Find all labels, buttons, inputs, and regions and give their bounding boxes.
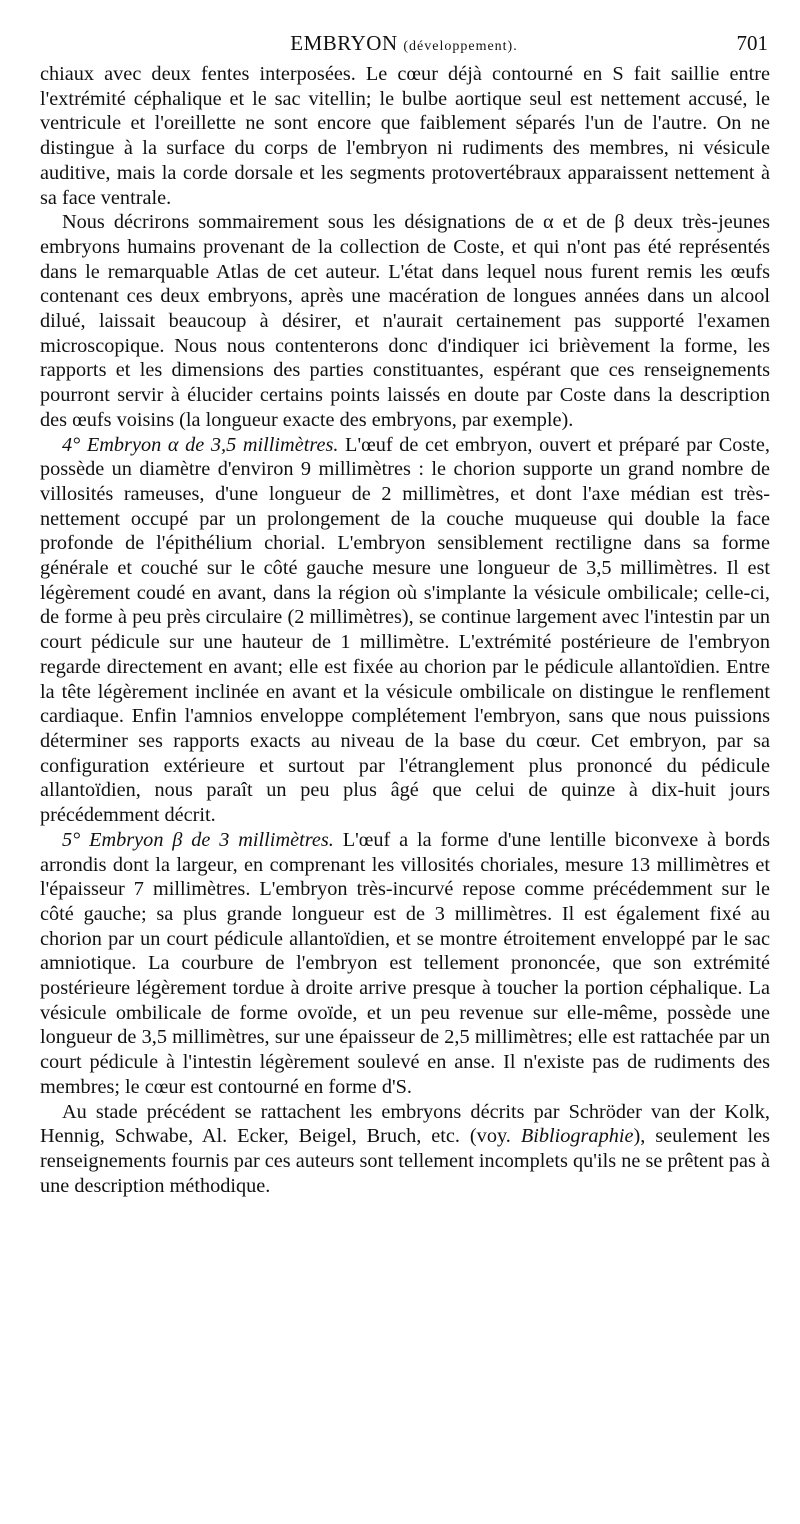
paragraph-embryo-alpha [40,433,770,828]
bibliography-reference: Bibliographie [520,1125,634,1148]
paragraph-text: chiaux avec deux fentes interposées. Le cœur déjà contourné en S fait saillie entre l'extrémité céphalique et le sac vitellin; le bulbe aortique seul est nettement accusé, le ventricule et l'oreillette ne sont encore que faiblement séparés l'un de l'autre. On ne distingue à la surface du corps de l'embryon ni rudiments des membres, ni vésicule auditive, mais la corde dorsale et les segments protovertébraux apparaissent nettement à sa face ventrale. [40,63,770,209]
section-heading-embryo-beta: 5° Embryon β de 3 millimètres. [62,828,334,851]
paragraph-text: Au stade précédent se rattachent les embryons décrits par Schröder van der Kolk, Hennig, Schwabe, Al. Ecker, Beigel, Bruch, etc. (voy. [40,1100,770,1148]
page-number: 701 [736,31,768,55]
body-text [40,62,770,1198]
paragraph-text: L'œuf de cet embryon, ouvert et préparé par Coste, possède un diamètre d'environ 9 millimètres : le chorion supporte un grand nombre de villosités rameuses, d'une longueur de 2 millimètres, et dont l'axe médian est très-nettement occupé par un prolongement de la couche muqueuse qui double la face profonde de l'épithélium chorial. L'embryon sensiblement rectiligne dans sa forme générale et couché sur le côté gauche mesure une longueur de 3,5 millimètres. Il est légèrement coudé en avant, dans la région où s'implante la vésicule ombilicale; celle-ci, de forme à peu près circulaire (2 millimètres), se continue largement avec l'intestin par un court pédicule sur une hauteur de 1 millimètre. L'extrémité postérieure de l'embryon regarde directement en avant; elle est fixée au chorion par le pédicule allantoïdien. Entre la tête légèrement inclinée en avant et la vésicule ombilicale on distingue le renflement cardiaque. Enfin l'amnios enveloppe complétement l'embryon, sans que nous puissions déterminer ses rapports exacts au niveau de la base du cœur. Cet embryon, par sa configuration extérieure et surtout par l'étranglement plus prononcé du pédicule allantoïdien, nous paraît un peu plus âgé que celui de quinze à dix-huit jours précédemment décrit. [40,433,770,827]
paragraph-other-embryos [40,1100,770,1199]
header-title-sub: (développement). [403,39,518,54]
header-title-main: EMBRYON [290,31,398,55]
running-header [40,28,768,58]
paragraph-text: ), seulement les renseignements fournis par ces auteurs sont tellement incomplets qu'ils ne se prêtent pas à une description méthodique. [40,1125,771,1197]
paragraph-embryo-beta [40,828,770,1100]
paragraph-continuation [40,62,770,210]
paragraph-text: L'œuf a la forme d'une lentille biconvexe à bords arrondis dont la largeur, en comprenant les villosités choriales, mesure 13 millimètres et l'épaisseur 7 millimètres. L'embryon très-incurvé repose comme précédemment sur le côté gauche; sa plus grande longueur est de 3 millimètres. Il est également fixé au chorion par un court pédicule allantoïdien, et se montre étroitement enveloppé par le sac amniotique. La courbure de l'embryon est tellement prononcée, que son extrémité postérieure légèrement tordue à droite arrive presque à toucher la portion céphalique. La vésicule ombilicale de forme ovoïde, et un peu revenue sur elle-même, possède une longueur de 3,5 millimètres, sur une épaisseur de 2,5 millimètres; elle est rattachée par un court pédicule à l'intestin légèrement soulevé en anse. Il n'existe pas de rudiments des membres; le cœur est contourné en forme d'S. [40,828,770,1098]
section-heading-embryo-alpha: 4° Embryon α de 3,5 millimètres. [62,433,339,456]
paragraph-text: Nous décrirons sommairement sous les désignations de α et de β deux très-jeunes embryons humains provenant de la collection de Coste, et qui n'ont pas été représentés dans le remarquable Atlas de cet auteur. L'état dans lequel nous furent remis les œufs contenant ces deux embryons, après une macération de longues années dans un alcool dilué, laissait beaucoup à désirer, et n'aurait certainement pas supporté l'examen microscopique. Nous nous contenterons donc d'indiquer ici brièvement la forme, les rapports et les dimensions des parties constituantes, espérant que ces renseignements pourront servir à élucider certains points laissés en doute par Coste dans la description des œufs voisins (la longueur exacte des embryons, par exemple). [40,211,770,431]
paragraph-introduction [40,210,770,432]
header-title [40,28,768,62]
